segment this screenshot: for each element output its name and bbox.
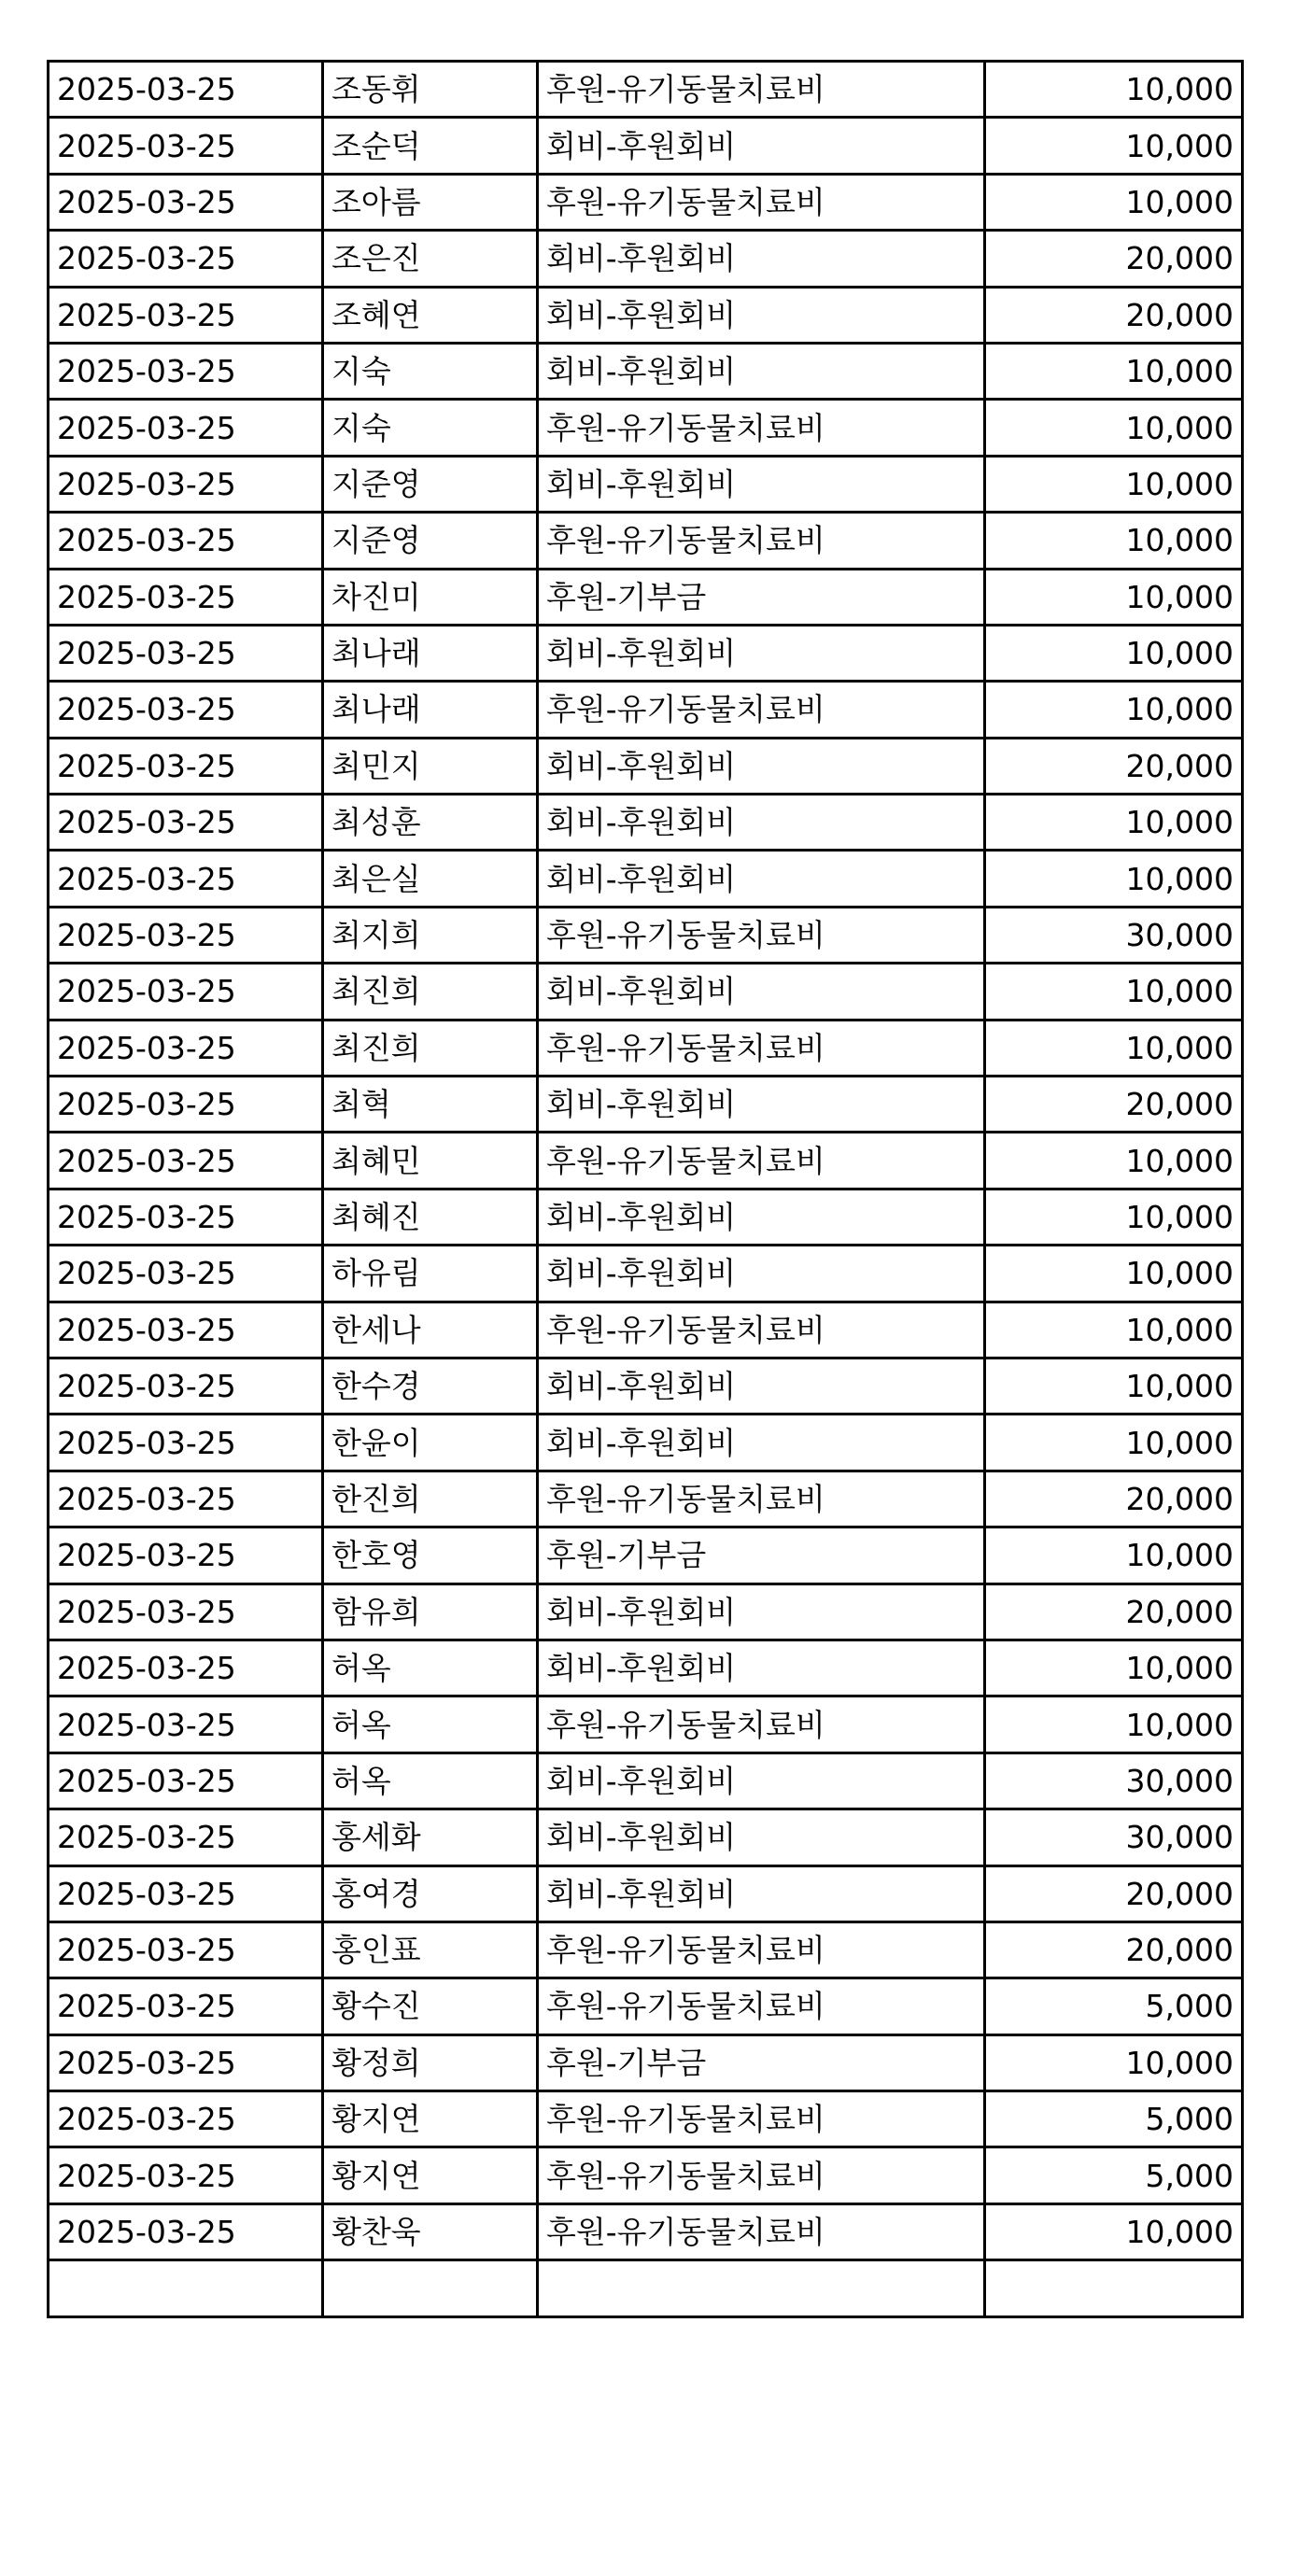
amount-cell: 10,000 xyxy=(985,795,1243,851)
category-cell: 후원-기부금 xyxy=(538,569,985,625)
category-cell: 회비-후원회비 xyxy=(538,1246,985,1302)
date-cell: 2025-03-25 xyxy=(49,1978,323,2034)
table-row xyxy=(49,569,1243,625)
name-cell: 최민지 xyxy=(323,738,538,794)
amount-cell: 10,000 xyxy=(985,456,1243,512)
date-cell: 2025-03-25 xyxy=(49,400,323,456)
name-cell: 한진희 xyxy=(323,1471,538,1527)
amount-cell: 10,000 xyxy=(985,1020,1243,1076)
table-row xyxy=(49,1978,1243,2034)
category-cell: 회비-후원회비 xyxy=(538,1358,985,1414)
date-cell: 2025-03-25 xyxy=(49,2203,323,2259)
amount-cell: 10,000 xyxy=(985,1189,1243,1245)
date-cell: 2025-03-25 xyxy=(49,2147,323,2203)
date-cell: 2025-03-25 xyxy=(49,569,323,625)
name-cell: 한호영 xyxy=(323,1527,538,1584)
amount-cell: 10,000 xyxy=(985,400,1243,456)
category-cell: 회비-후원회비 xyxy=(538,287,985,343)
name-cell: 홍인표 xyxy=(323,1921,538,1978)
amount-cell: 10,000 xyxy=(985,513,1243,569)
table-row xyxy=(49,456,1243,512)
name-cell: 허옥 xyxy=(323,1696,538,1753)
date-cell: 2025-03-25 xyxy=(49,62,323,118)
name-cell: 지준영 xyxy=(323,456,538,512)
date-cell: 2025-03-25 xyxy=(49,118,323,174)
table-row xyxy=(49,1358,1243,1414)
category-cell: 회비-후원회비 xyxy=(538,456,985,512)
amount-cell: 30,000 xyxy=(985,907,1243,963)
table-row xyxy=(49,964,1243,1020)
category-cell: 회비-후원회비 xyxy=(538,851,985,907)
amount-cell: 10,000 xyxy=(985,118,1243,174)
name-cell: 최혜민 xyxy=(323,1133,538,1189)
name-cell: 지숙 xyxy=(323,400,538,456)
table-row xyxy=(49,1584,1243,1640)
table-row xyxy=(49,2203,1243,2259)
category-cell: 회비-후원회비 xyxy=(538,1753,985,1809)
category-cell: 후원-유기동물치료비 xyxy=(538,682,985,738)
category-cell: 후원-기부금 xyxy=(538,2034,985,2090)
name-cell xyxy=(323,2260,538,2316)
amount-cell: 10,000 xyxy=(985,569,1243,625)
name-cell: 지준영 xyxy=(323,513,538,569)
category-cell: 후원-유기동물치료비 xyxy=(538,513,985,569)
category-cell: 후원-유기동물치료비 xyxy=(538,174,985,230)
name-cell: 조동휘 xyxy=(323,62,538,118)
amount-cell: 10,000 xyxy=(985,1358,1243,1414)
name-cell: 허옥 xyxy=(323,1640,538,1696)
amount-cell: 10,000 xyxy=(985,851,1243,907)
table-row xyxy=(49,343,1243,399)
category-cell: 회비-후원회비 xyxy=(538,118,985,174)
name-cell: 황정희 xyxy=(323,2034,538,2090)
amount-cell: 10,000 xyxy=(985,1246,1243,1302)
category-cell: 후원-유기동물치료비 xyxy=(538,1696,985,1753)
date-cell: 2025-03-25 xyxy=(49,1358,323,1414)
amount-cell: 10,000 xyxy=(985,1133,1243,1189)
amount-cell: 10,000 xyxy=(985,625,1243,681)
amount-cell: 20,000 xyxy=(985,1865,1243,1921)
table-row xyxy=(49,1302,1243,1358)
name-cell: 조은진 xyxy=(323,231,538,287)
date-cell: 2025-03-25 xyxy=(49,1415,323,1471)
table-row xyxy=(49,2091,1243,2147)
amount-cell: 20,000 xyxy=(985,231,1243,287)
category-cell: 회비-후원회비 xyxy=(538,795,985,851)
name-cell: 최진희 xyxy=(323,964,538,1020)
table-row xyxy=(49,1527,1243,1584)
date-cell: 2025-03-25 xyxy=(49,1527,323,1584)
date-cell: 2025-03-25 xyxy=(49,1584,323,1640)
category-cell: 회비-후원회비 xyxy=(538,1077,985,1133)
date-cell: 2025-03-25 xyxy=(49,174,323,230)
category-cell: 후원-유기동물치료비 xyxy=(538,1133,985,1189)
amount-cell: 10,000 xyxy=(985,2034,1243,2090)
name-cell: 최성훈 xyxy=(323,795,538,851)
amount-cell: 10,000 xyxy=(985,343,1243,399)
category-cell: 회비-후원회비 xyxy=(538,1640,985,1696)
date-cell: 2025-03-25 xyxy=(49,1302,323,1358)
amount-cell: 20,000 xyxy=(985,1584,1243,1640)
name-cell: 최혜진 xyxy=(323,1189,538,1245)
name-cell: 황찬욱 xyxy=(323,2203,538,2259)
amount-cell: 20,000 xyxy=(985,287,1243,343)
table-row xyxy=(49,2147,1243,2203)
date-cell: 2025-03-25 xyxy=(49,1471,323,1527)
table-row xyxy=(49,231,1243,287)
date-cell: 2025-03-25 xyxy=(49,343,323,399)
name-cell: 최혁 xyxy=(323,1077,538,1133)
table-row xyxy=(49,1189,1243,1245)
date-cell: 2025-03-25 xyxy=(49,1921,323,1978)
date-cell: 2025-03-25 xyxy=(49,682,323,738)
table-row xyxy=(49,1753,1243,1809)
table-row xyxy=(49,62,1243,118)
date-cell: 2025-03-25 xyxy=(49,1077,323,1133)
name-cell: 조혜연 xyxy=(323,287,538,343)
date-cell: 2025-03-25 xyxy=(49,2091,323,2147)
name-cell: 한세나 xyxy=(323,1302,538,1358)
category-cell: 후원-유기동물치료비 xyxy=(538,2147,985,2203)
name-cell: 함유희 xyxy=(323,1584,538,1640)
amount-cell: 10,000 xyxy=(985,1527,1243,1584)
amount-cell: 20,000 xyxy=(985,1471,1243,1527)
category-cell xyxy=(538,2260,985,2316)
date-cell: 2025-03-25 xyxy=(49,738,323,794)
amount-cell: 10,000 xyxy=(985,174,1243,230)
name-cell: 차진미 xyxy=(323,569,538,625)
table-row xyxy=(49,1640,1243,1696)
table-row xyxy=(49,2260,1243,2316)
amount-cell: 10,000 xyxy=(985,1302,1243,1358)
table-row xyxy=(49,625,1243,681)
name-cell: 최나래 xyxy=(323,682,538,738)
name-cell: 최은실 xyxy=(323,851,538,907)
table-row xyxy=(49,1415,1243,1471)
date-cell: 2025-03-25 xyxy=(49,907,323,963)
table-row xyxy=(49,738,1243,794)
amount-cell: 5,000 xyxy=(985,2091,1243,2147)
name-cell: 홍여경 xyxy=(323,1865,538,1921)
amount-cell xyxy=(985,2260,1243,2316)
table-row xyxy=(49,1246,1243,1302)
name-cell: 하유림 xyxy=(323,1246,538,1302)
table-row xyxy=(49,2034,1243,2090)
name-cell: 최지희 xyxy=(323,907,538,963)
date-cell: 2025-03-25 xyxy=(49,625,323,681)
table-row xyxy=(49,1020,1243,1076)
date-cell: 2025-03-25 xyxy=(49,2034,323,2090)
table-row xyxy=(49,287,1243,343)
category-cell: 후원-유기동물치료비 xyxy=(538,1921,985,1978)
name-cell: 한윤이 xyxy=(323,1415,538,1471)
category-cell: 후원-유기동물치료비 xyxy=(538,2203,985,2259)
table-row xyxy=(49,795,1243,851)
ledger-body xyxy=(49,62,1243,2317)
category-cell: 회비-후원회비 xyxy=(538,1584,985,1640)
date-cell xyxy=(49,2260,323,2316)
donation-ledger-table xyxy=(47,60,1244,2318)
category-cell: 회비-후원회비 xyxy=(538,625,985,681)
name-cell: 최나래 xyxy=(323,625,538,681)
table-row xyxy=(49,1921,1243,1978)
amount-cell: 10,000 xyxy=(985,1640,1243,1696)
date-cell: 2025-03-25 xyxy=(49,1133,323,1189)
name-cell: 홍세화 xyxy=(323,1809,538,1865)
table-row xyxy=(49,851,1243,907)
name-cell: 한수경 xyxy=(323,1358,538,1414)
table-row xyxy=(49,1077,1243,1133)
table-row xyxy=(49,513,1243,569)
date-cell: 2025-03-25 xyxy=(49,456,323,512)
table-row xyxy=(49,400,1243,456)
date-cell: 2025-03-25 xyxy=(49,1865,323,1921)
table-row xyxy=(49,174,1243,230)
date-cell: 2025-03-25 xyxy=(49,231,323,287)
category-cell: 후원-유기동물치료비 xyxy=(538,400,985,456)
name-cell: 지숙 xyxy=(323,343,538,399)
name-cell: 황지연 xyxy=(323,2147,538,2203)
amount-cell: 10,000 xyxy=(985,682,1243,738)
amount-cell: 20,000 xyxy=(985,1077,1243,1133)
amount-cell: 30,000 xyxy=(985,1809,1243,1865)
date-cell: 2025-03-25 xyxy=(49,851,323,907)
category-cell: 후원-기부금 xyxy=(538,1527,985,1584)
amount-cell: 5,000 xyxy=(985,2147,1243,2203)
category-cell: 후원-유기동물치료비 xyxy=(538,2091,985,2147)
table-row xyxy=(49,682,1243,738)
date-cell: 2025-03-25 xyxy=(49,1020,323,1076)
amount-cell: 10,000 xyxy=(985,1415,1243,1471)
category-cell: 후원-유기동물치료비 xyxy=(538,62,985,118)
table-row xyxy=(49,1471,1243,1527)
name-cell: 조아름 xyxy=(323,174,538,230)
category-cell: 회비-후원회비 xyxy=(538,1865,985,1921)
amount-cell: 5,000 xyxy=(985,1978,1243,2034)
amount-cell: 10,000 xyxy=(985,1696,1243,1753)
date-cell: 2025-03-25 xyxy=(49,287,323,343)
name-cell: 황수진 xyxy=(323,1978,538,2034)
name-cell: 황지연 xyxy=(323,2091,538,2147)
date-cell: 2025-03-25 xyxy=(49,1246,323,1302)
category-cell: 후원-유기동물치료비 xyxy=(538,1302,985,1358)
date-cell: 2025-03-25 xyxy=(49,964,323,1020)
table-row xyxy=(49,1696,1243,1753)
category-cell: 후원-유기동물치료비 xyxy=(538,1471,985,1527)
amount-cell: 20,000 xyxy=(985,1921,1243,1978)
category-cell: 회비-후원회비 xyxy=(538,964,985,1020)
amount-cell: 10,000 xyxy=(985,62,1243,118)
category-cell: 회비-후원회비 xyxy=(538,231,985,287)
name-cell: 최진희 xyxy=(323,1020,538,1076)
category-cell: 회비-후원회비 xyxy=(538,1809,985,1865)
category-cell: 후원-유기동물치료비 xyxy=(538,1978,985,2034)
table-row xyxy=(49,1809,1243,1865)
date-cell: 2025-03-25 xyxy=(49,1809,323,1865)
category-cell: 회비-후원회비 xyxy=(538,1415,985,1471)
amount-cell: 30,000 xyxy=(985,1753,1243,1809)
category-cell: 회비-후원회비 xyxy=(538,343,985,399)
amount-cell: 20,000 xyxy=(985,738,1243,794)
date-cell: 2025-03-25 xyxy=(49,1753,323,1809)
table-row xyxy=(49,907,1243,963)
category-cell: 후원-유기동물치료비 xyxy=(538,1020,985,1076)
name-cell: 허옥 xyxy=(323,1753,538,1809)
date-cell: 2025-03-25 xyxy=(49,1640,323,1696)
amount-cell: 10,000 xyxy=(985,964,1243,1020)
category-cell: 후원-유기동물치료비 xyxy=(538,907,985,963)
category-cell: 회비-후원회비 xyxy=(538,738,985,794)
category-cell: 회비-후원회비 xyxy=(538,1189,985,1245)
name-cell: 조순덕 xyxy=(323,118,538,174)
amount-cell: 10,000 xyxy=(985,2203,1243,2259)
table-row xyxy=(49,1133,1243,1189)
date-cell: 2025-03-25 xyxy=(49,795,323,851)
date-cell: 2025-03-25 xyxy=(49,513,323,569)
table-row xyxy=(49,118,1243,174)
table-row xyxy=(49,1865,1243,1921)
date-cell: 2025-03-25 xyxy=(49,1189,323,1245)
date-cell: 2025-03-25 xyxy=(49,1696,323,1753)
